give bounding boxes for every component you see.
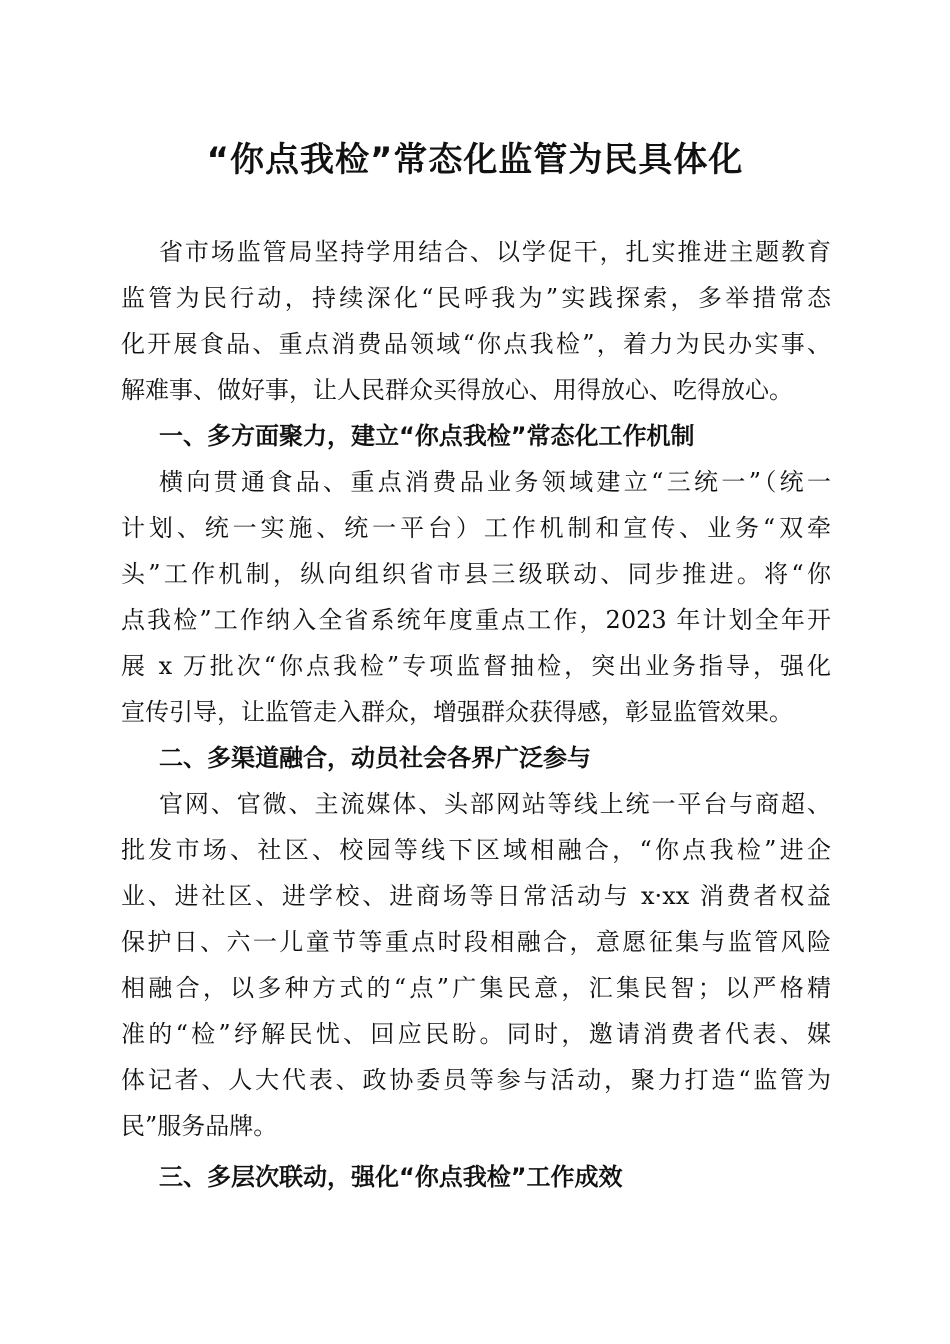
intro-line: 解难事、做好事，让人民群众买得放心、用得放心、吃得放心。 <box>121 376 793 404</box>
section-1-line: 横向贯通食品、重点消费品业务领域建立“三统一”（统一 <box>159 468 831 496</box>
section-2-line: 官网、官微、主流媒体、头部网站等线上统一平台与商超、 <box>159 790 831 818</box>
section-2-line: 相融合，以多种方式的“点”广集民意，汇集民智；以严格精 <box>121 974 831 1002</box>
section-2-line: 保护日、六一儿童节等重点时段相融合，意愿征集与监管风险 <box>121 928 831 956</box>
section-heading-3: 三、多层次联动，强化“你点我检”工作成效 <box>159 1163 623 1191</box>
section-1-line: 展 x 万批次“你点我检”专项监督抽检，突出业务指导，强化 <box>121 652 831 680</box>
section-heading-1: 一、多方面聚力，建立“你点我检”常态化工作机制 <box>159 422 695 450</box>
intro-line: 监管为民行动，持续深化“民呼我为”实践探索，多举措常态 <box>121 284 831 312</box>
section-2-line: 业、进社区、进学校、进商场等日常活动与 x·xx 消费者权益 <box>121 882 831 910</box>
section-2-line: 民”服务品牌。 <box>121 1112 278 1140</box>
section-heading-2: 二、多渠道融合，动员社会各界广泛参与 <box>159 744 591 772</box>
section-1-line: 点我检”工作纳入全省系统年度重点工作，2023 年计划全年开 <box>121 606 831 634</box>
section-1-line: 宣传引导，让监管走入群众，增强群众获得感，彰显监管效果。 <box>121 698 793 726</box>
section-1-line: 计划、统一实施、统一平台）工作机制和宣传、业务“双牵 <box>121 514 831 542</box>
section-2-line: 准的“检”纾解民忧、回应民盼。同时，邀请消费者代表、媒 <box>121 1020 831 1048</box>
intro-line: 化开展食品、重点消费品领域“你点我检”，着力为民办实事、 <box>121 330 831 358</box>
section-2-line: 批发市场、社区、校园等线下区域相融合，“你点我检”进企 <box>121 836 831 864</box>
document-title: “你点我检”常态化监管为民具体化 <box>206 140 744 180</box>
section-2-line: 体记者、人大代表、政协委员等参与活动，聚力打造“监管为 <box>121 1066 831 1094</box>
intro-line: 省市场监管局坚持学用结合、以学促干，扎实推进主题教育 <box>159 238 831 266</box>
section-1-line: 头”工作机制，纵向组织省市县三级联动、同步推进。将“你 <box>121 560 831 588</box>
